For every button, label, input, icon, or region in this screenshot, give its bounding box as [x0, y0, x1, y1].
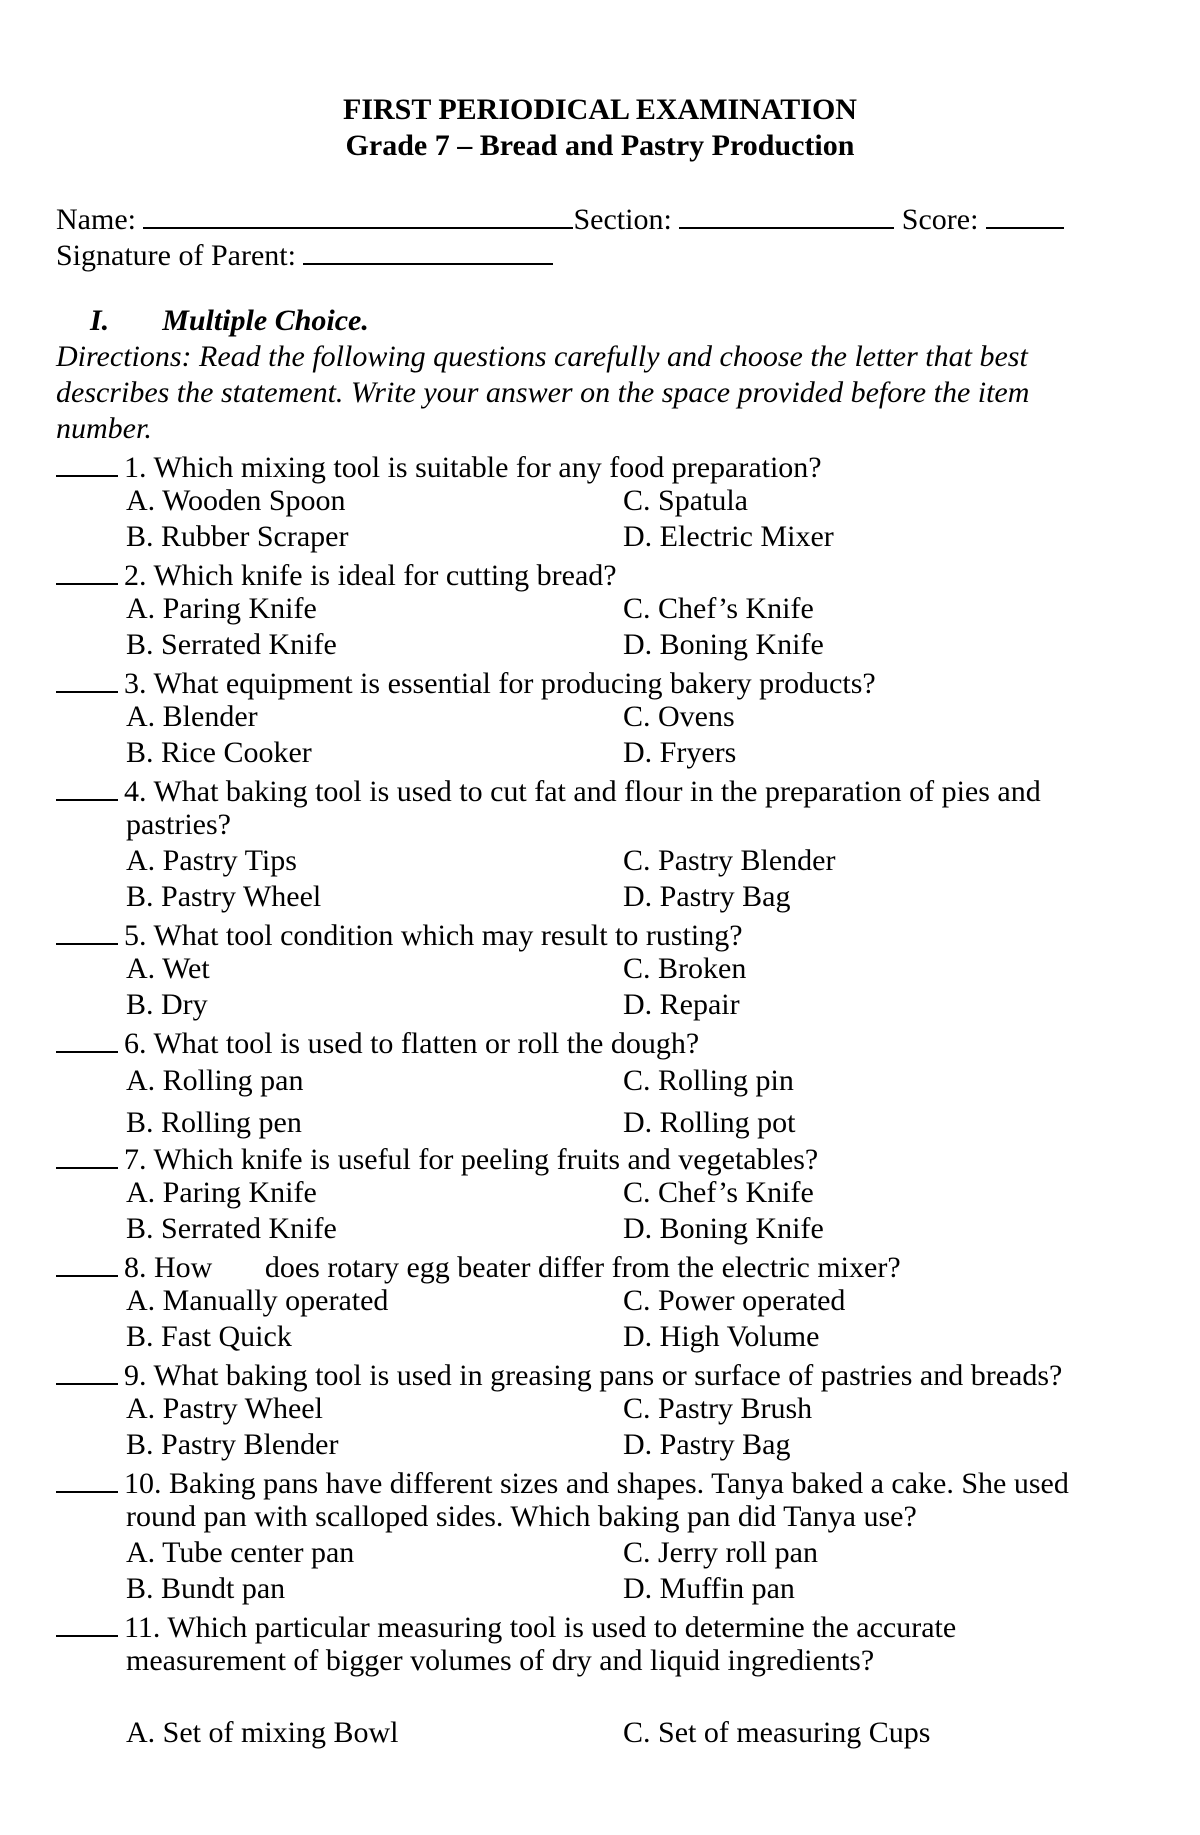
- directions-line-3: number.: [56, 412, 152, 445]
- option-c: C. Set of measuring Cups: [623, 1716, 931, 1749]
- option-a: A. Rolling pan: [126, 1064, 304, 1097]
- question-10: [56, 1463, 1069, 1502]
- question-text-continued: pastries?: [126, 808, 231, 841]
- name-label: Name:: [56, 203, 136, 236]
- question-6: [56, 1023, 699, 1062]
- answer-blank[interactable]: [56, 555, 118, 585]
- option-a: A. Manually operated: [126, 1284, 389, 1317]
- option-b: B. Rice Cooker: [126, 736, 312, 769]
- option-b: B. Serrated Knife: [126, 628, 337, 661]
- question-text: 5. What tool condition which may result to rusting?: [124, 919, 743, 952]
- option-d: D. Muffin pan: [623, 1572, 795, 1605]
- option-d: D. Boning Knife: [623, 1212, 824, 1245]
- option-c: C. Jerry roll pan: [623, 1536, 818, 1569]
- question-text: 11. Which particular measuring tool is used to determine the accurate: [124, 1611, 957, 1644]
- question-4: [56, 771, 1041, 810]
- question-text: 10. Baking pans have different sizes and shapes. Tanya baked a cake. She used: [124, 1467, 1069, 1500]
- question-text: 3. What equipment is essential for producing bakery products?: [124, 667, 876, 700]
- section-blank[interactable]: [679, 201, 894, 229]
- question-9: [56, 1355, 1062, 1394]
- answer-blank[interactable]: [56, 1023, 118, 1053]
- option-b: B. Dry: [126, 988, 208, 1021]
- option-b: B. Pastry Wheel: [126, 880, 322, 913]
- question-text: 4. What baking tool is used to cut fat and flour in the preparation of pies and: [124, 775, 1041, 808]
- question-text: 9. What baking tool is used in greasing pans or surface of pastries and breads?: [124, 1359, 1063, 1392]
- question-text-continued: round pan with scalloped sides. Which baking pan did Tanya use?: [126, 1500, 917, 1533]
- option-d: D. High Volume: [623, 1320, 820, 1353]
- answer-blank[interactable]: [56, 1607, 118, 1637]
- option-a: A. Pastry Wheel: [126, 1392, 323, 1425]
- student-info-line: [56, 201, 1064, 238]
- score-label: Score:: [901, 203, 979, 236]
- option-a: A. Wet: [126, 952, 210, 985]
- option-d: D. Boning Knife: [623, 628, 824, 661]
- option-c: C. Pastry Blender: [623, 844, 836, 877]
- question-text: 6. What tool is used to flatten or roll the dough?: [124, 1027, 700, 1060]
- option-b: B. Rubber Scraper: [126, 520, 349, 553]
- option-a: A. Tube center pan: [126, 1536, 355, 1569]
- option-b: B. Rolling pen: [126, 1106, 302, 1139]
- section-heading: [90, 303, 369, 339]
- section-label: Section:: [573, 203, 672, 236]
- option-d: D. Rolling pot: [623, 1106, 796, 1139]
- score-blank[interactable]: [986, 201, 1064, 229]
- option-a: A. Blender: [126, 700, 258, 733]
- answer-blank[interactable]: [56, 447, 118, 477]
- name-blank[interactable]: [143, 201, 573, 229]
- exam-subtitle: Grade 7 – Bread and Pastry Production: [345, 129, 855, 162]
- question-text: 8. How does rotary egg beater differ from the electric mixer?: [124, 1251, 901, 1284]
- option-c: C. Chef’s Knife: [623, 1176, 814, 1209]
- directions-line-2: describes the statement. Write your answer on the space provided before the item: [56, 376, 1030, 409]
- question-7: [56, 1139, 818, 1178]
- answer-blank[interactable]: [56, 1355, 118, 1385]
- section-title: Multiple Choice.: [162, 304, 369, 337]
- option-c: C. Power operated: [623, 1284, 846, 1317]
- question-text: 1. Which mixing tool is suitable for any food preparation?: [124, 451, 822, 484]
- option-d: D. Pastry Bag: [623, 1428, 791, 1461]
- option-b: B. Fast Quick: [126, 1320, 292, 1353]
- question-11: [56, 1607, 956, 1646]
- signature-line: [56, 237, 553, 274]
- answer-blank[interactable]: [56, 1247, 118, 1277]
- option-c: C. Chef’s Knife: [623, 592, 814, 625]
- question-2: [56, 555, 617, 594]
- option-b: B. Pastry Blender: [126, 1428, 339, 1461]
- option-c: C. Spatula: [623, 484, 748, 517]
- question-text-continued: measurement of bigger volumes of dry and liquid ingredients?: [126, 1644, 875, 1677]
- answer-blank[interactable]: [56, 915, 118, 945]
- option-b: B. Serrated Knife: [126, 1212, 337, 1245]
- option-a: A. Paring Knife: [126, 592, 317, 625]
- option-a: A. Pastry Tips: [126, 844, 297, 877]
- question-1: [56, 447, 822, 486]
- option-d: D. Electric Mixer: [623, 520, 834, 553]
- option-d: D. Repair: [623, 988, 740, 1021]
- exam-title: FIRST PERIODICAL EXAMINATION: [343, 93, 857, 126]
- option-d: D. Fryers: [623, 736, 737, 769]
- answer-blank[interactable]: [56, 663, 118, 693]
- option-c: C. Pastry Brush: [623, 1392, 813, 1425]
- signature-label: Signature of Parent:: [56, 239, 296, 272]
- directions-line-1: Directions: Read the following questions carefully and choose the letter that best: [56, 340, 1028, 373]
- option-c: C. Rolling pin: [623, 1064, 794, 1097]
- question-3: [56, 663, 876, 702]
- question-text: 7. Which knife is useful for peeling fruits and vegetables?: [124, 1143, 819, 1176]
- option-c: C. Ovens: [623, 700, 735, 733]
- option-c: C. Broken: [623, 952, 747, 985]
- answer-blank[interactable]: [56, 771, 118, 801]
- option-a: A. Paring Knife: [126, 1176, 317, 1209]
- question-text: 2. Which knife is ideal for cutting bread?: [124, 559, 617, 592]
- signature-blank[interactable]: [303, 237, 553, 265]
- question-8: [56, 1247, 901, 1286]
- option-a: A. Set of mixing Bowl: [126, 1716, 399, 1749]
- option-d: D. Pastry Bag: [623, 880, 791, 913]
- answer-blank[interactable]: [56, 1139, 118, 1169]
- option-a: A. Wooden Spoon: [126, 484, 346, 517]
- answer-blank[interactable]: [56, 1463, 118, 1493]
- question-5: [56, 915, 743, 954]
- section-number: I.: [90, 304, 110, 337]
- option-b: B. Bundt pan: [126, 1572, 286, 1605]
